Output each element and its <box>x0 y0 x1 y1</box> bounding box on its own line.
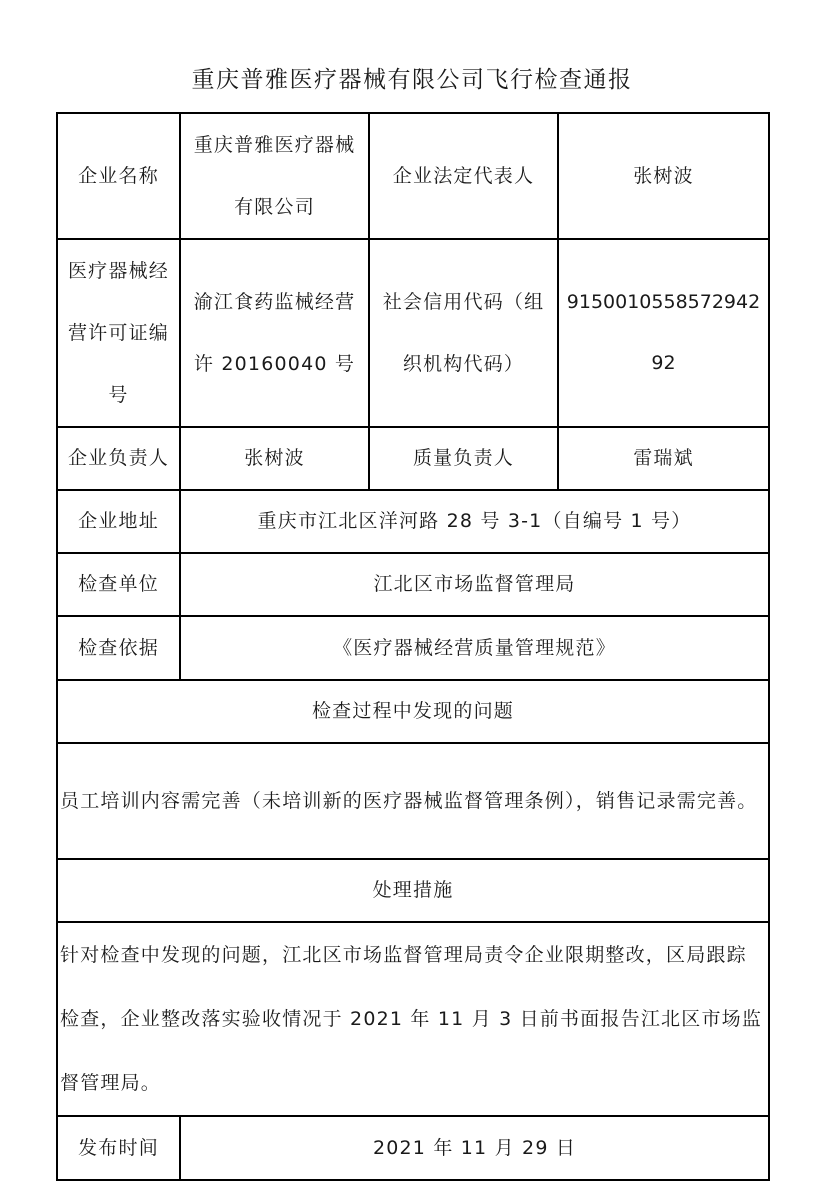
table-row <box>57 490 769 553</box>
address-label: 企业地址 <box>57 490 180 553</box>
table-row <box>57 616 769 680</box>
license-value: 渝江食药监械经营许 20160040 号 <box>180 239 369 427</box>
quality-head-value: 雷瑞斌 <box>558 427 769 490</box>
legal-rep-value: 张树波 <box>558 113 769 239</box>
address-value: 重庆市江北区洋河路 28 号 3-1（自编号 1 号） <box>180 490 769 553</box>
measures-heading: 处理措施 <box>57 859 769 922</box>
measures-text: 针对检查中发现的问题，江北区市场监督管理局责令企业限期整改，区局跟踪检查，企业整改落实验收情况于 2021 年 11 月 3 日前书面报告江北区市场监督管理局。 <box>57 922 769 1116</box>
inspection-report-table <box>56 112 770 1181</box>
issues-heading: 检查过程中发现的问题 <box>57 680 769 743</box>
principal-label: 企业负责人 <box>57 427 180 490</box>
company-name-value: 重庆普雅医疗器械有限公司 <box>180 113 369 239</box>
credit-code-value: 915001055857294292 <box>558 239 769 427</box>
table-row <box>57 680 769 743</box>
table-row <box>57 113 769 239</box>
table-row <box>57 239 769 427</box>
publish-value: 2021 年 11 月 29 日 <box>180 1116 769 1180</box>
quality-head-label: 质量负责人 <box>369 427 558 490</box>
publish-label: 发布时间 <box>57 1116 180 1180</box>
basis-value: 《医疗器械经营质量管理规范》 <box>180 616 769 680</box>
page-title: 重庆普雅医疗器械有限公司飞行检查通报 <box>191 67 633 93</box>
table-row <box>57 553 769 616</box>
table-row <box>57 743 769 859</box>
inspector-value: 江北区市场监督管理局 <box>180 553 769 616</box>
inspector-label: 检查单位 <box>57 553 180 616</box>
table-row <box>57 1116 769 1180</box>
legal-rep-label: 企业法定代表人 <box>369 113 558 239</box>
basis-label: 检查依据 <box>57 616 180 680</box>
license-label: 医疗器械经营许可证编号 <box>57 239 180 427</box>
principal-value: 张树波 <box>180 427 369 490</box>
table-row <box>57 427 769 490</box>
credit-code-label: 社会信用代码（组织机构代码） <box>369 239 558 427</box>
table-row <box>57 859 769 922</box>
table-row <box>57 922 769 1116</box>
issues-text: 员工培训内容需完善（未培训新的医疗器械监督管理条例），销售记录需完善。 <box>57 743 769 859</box>
company-name-label: 企业名称 <box>57 113 180 239</box>
